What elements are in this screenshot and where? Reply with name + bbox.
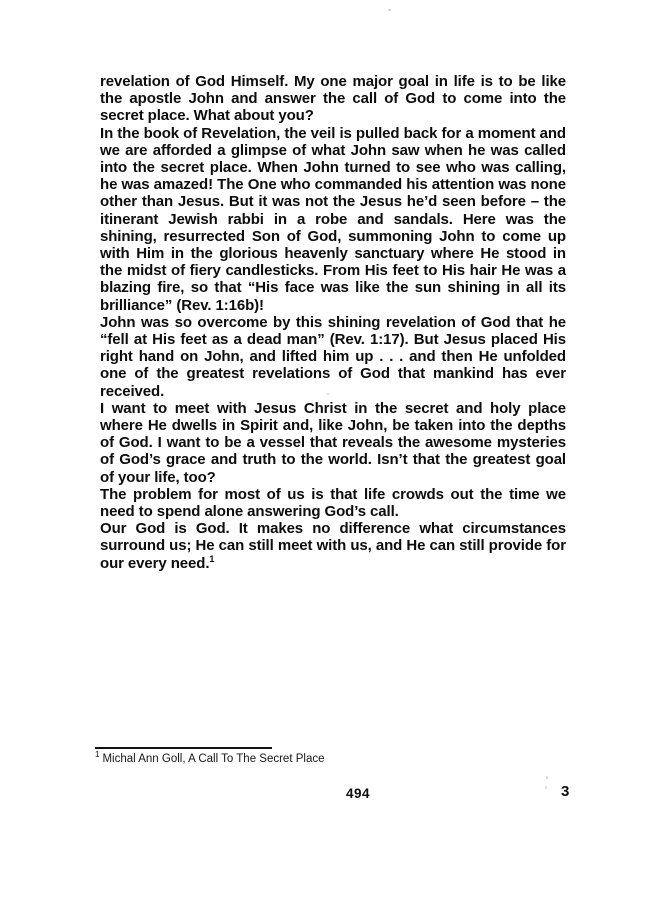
paragraph-6	[100, 520, 566, 572]
footnote-reference: 1	[209, 553, 215, 564]
footnote-text: Michal Ann Goll, A Call To The Secret Place	[102, 753, 325, 765]
paragraph-5: The problem for most of us is that life crowds out the time we need to spend alone answering God’s call.	[100, 485, 566, 521]
footnote-marker: 1	[95, 750, 100, 760]
footnote	[95, 750, 515, 765]
paragraph-3: John was so overcome by this shining revelation of God that he “fell at His feet as a dead man” (Rev. 1:17). But Jesus placed His right hand on John, and lifted him up . . . and then He unfolded one of the greatest revelations of God that mankind has ever received.	[100, 313, 566, 400]
book-page-number: 494	[346, 786, 371, 801]
paragraph-6-text: Our God is God. It makes no difference what circumstances surround us; He can still meet with us, and He can still provide for our every need.	[100, 520, 566, 572]
footnote-separator-rule	[95, 747, 272, 749]
paragraph-4: I want to meet with Jesus Christ in the secret and holy place where He dwells in Spirit and, like John, be taken into the depths of God. I want to be a vessel that reveals the awesome mysteries of God’s grace and truth to the world. Isn’t that the greatest goal of your life, too?	[100, 399, 566, 486]
scan-artifact	[327, 393, 329, 395]
paragraph-2: In the book of Revelation, the veil is pulled back for a moment and we are afforded a glimpse of what John saw when he was called into the secret place. When John turned to see who was calling, he was amazed! The One who commanded his attention was none other than Jesus. But it was not the Jesus he’d seen before – the itinerant Jewish rabbi in a robe and sandals. Here was the shining, resurrected Son of God, summoning John to come up with Him in the glorious heavenly sanctuary where He stood in the midst of fiery candlesticks. From His feet to His hair He was a blazing fire, so that “His face was like the sun shining in all its brilliance” (Rev. 1:16b)!	[100, 124, 566, 314]
chapter-page-number: 3	[561, 783, 570, 800]
scan-artifact	[546, 776, 548, 779]
scan-artifact	[545, 786, 547, 789]
paragraph-1: revelation of God Himself. My one major goal in life is to be like the apostle John and answer the call of God to come into the secret place. What about you?	[100, 73, 566, 125]
scan-artifact	[388, 9, 391, 11]
body-text	[100, 73, 566, 572]
